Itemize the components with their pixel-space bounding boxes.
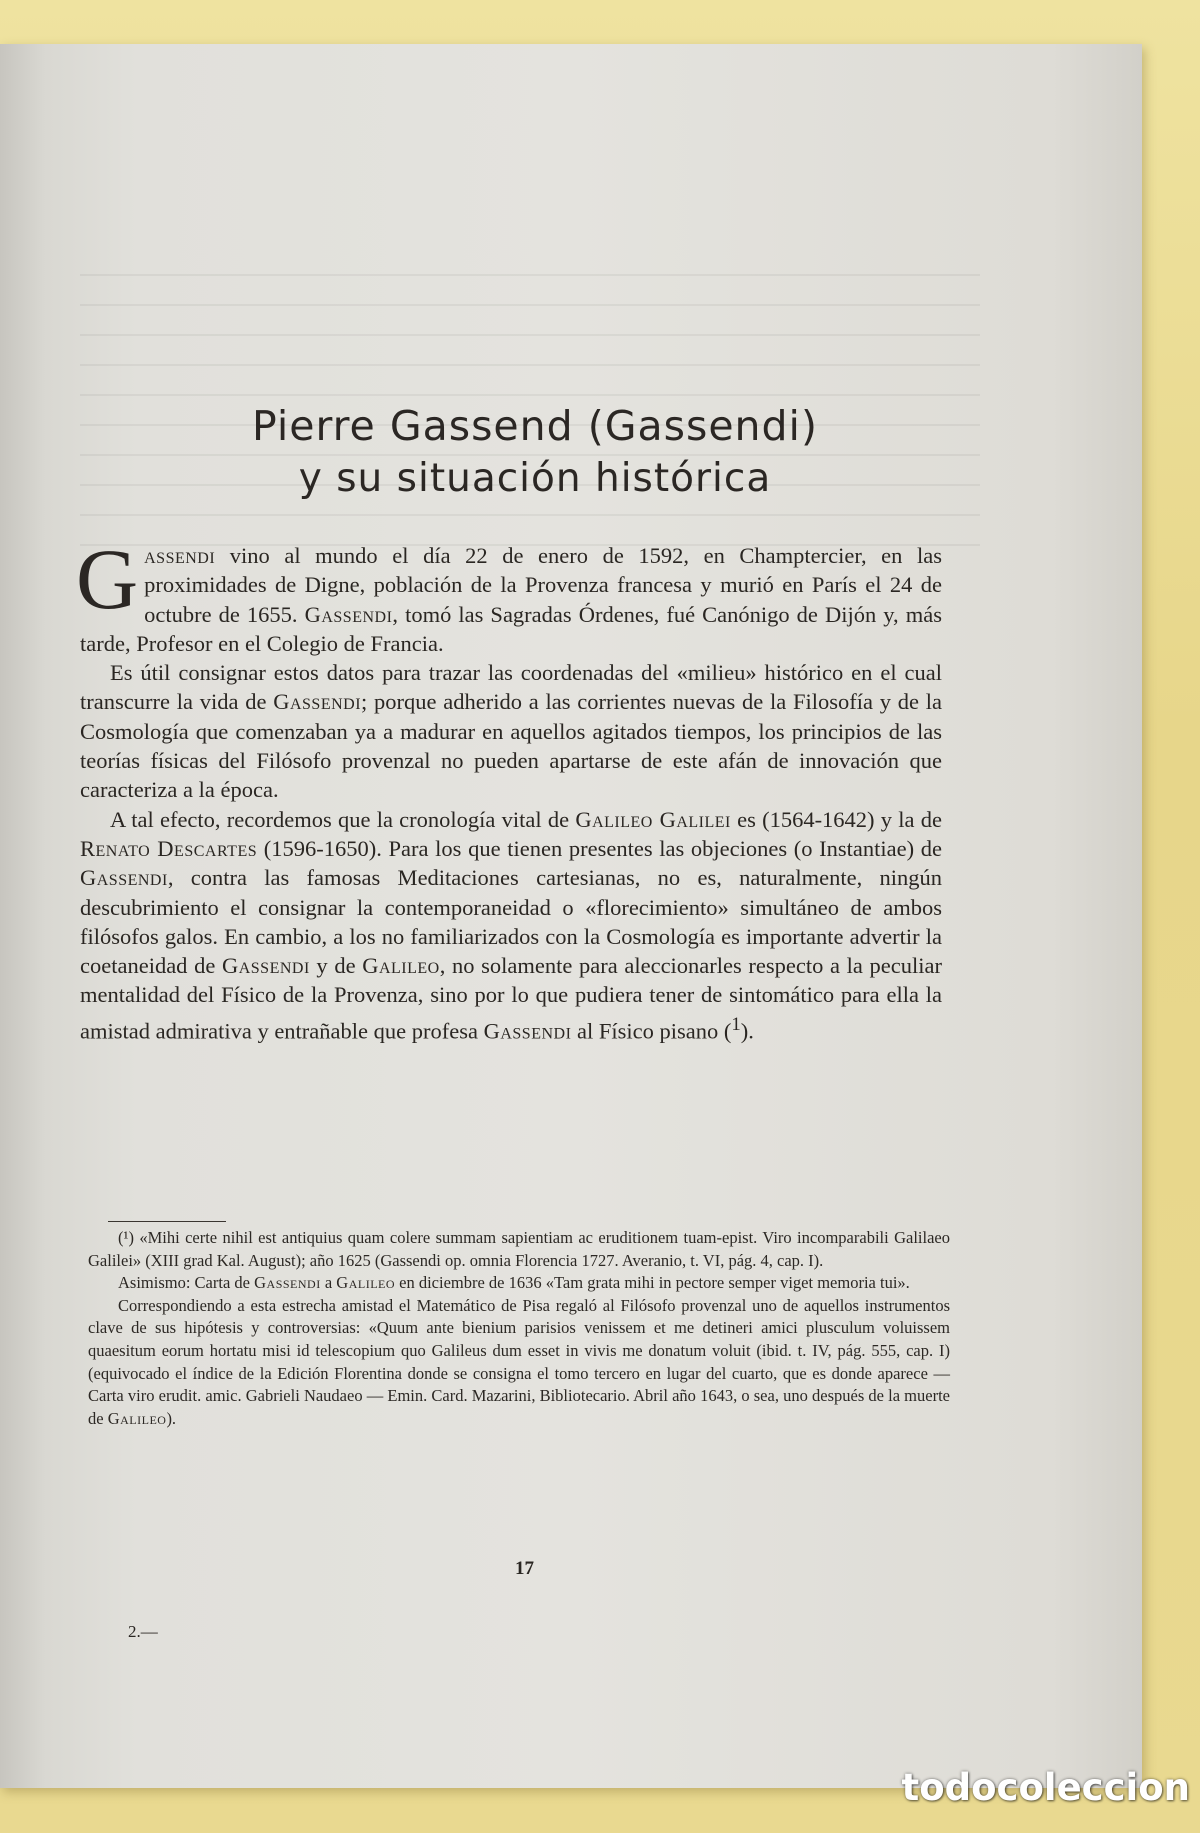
body-text <box>76 531 942 1046</box>
signature-mark: 2.— <box>128 1622 158 1641</box>
footnotes <box>88 1227 950 1430</box>
footnote-3: Correspondiendo a esta estrecha amistad el Matemático de Pisa regaló al Filósofo provenzal uno de aquellos instrumentos clave de sus hipótesis y controversias: «Quum ante bienium parisios venissem et me detineri amici plusculum voluissem quaesitum eorum hortatu misi id telescopium quo Galileus dum esset in vivis me donatum voluit (ibid. t. IV, pág. 555, cap. I) (equivocado el índice de la Edición Florentina donde se consigna el tomo tercero en lugar del cuarto, que es donde aparece — Carta viro erudit. amic. Gabrieli Naudaeo — Emin. Card. Mazarini, Bibliotecario. Abril año 1643, o sea, uno después de la muerte de Galileo). <box>88 1295 950 1428</box>
footnote-marker: (¹) <box>118 1228 134 1247</box>
footnote-2: Asimismo: Carta de Gassendi a Galileo en diciembre de 1636 «Tam grata mihi in pectore semper viget memoria tui». <box>118 1273 910 1293</box>
book-page <box>0 44 1142 1788</box>
watermark-logo: todocoleccion <box>901 1766 1190 1809</box>
footnote-rule <box>108 1221 226 1222</box>
paragraph-1: Gassendi vino al mundo el día 22 de enero de 1592, en Champtercier, en las proximidades de Digne, población de la Provenza francesa y murió en París el 24 de octubre de 1655. Gassendi, tomó las Sagradas Órdenes, fué Canónigo de Dijón y, más tarde, Profesor en el Colegio de Francia. <box>76 531 942 656</box>
paragraph-3: A tal efecto, recordemos que la cronología vital de Galileo Galilei es (1564-1642) y la de Renato Descartes (1596-1650). Para los que tienen presentes las objeciones (o Instantiae) de Gassendi, contra las famosas Meditaciones cartesianas, no es, naturalmente, ningún descubrimiento el consignar la contemporaneidad o «florecimiento» simultáneo de ambos filósofos galos. En cambio, a los no familiarizados con la Cosmología es importante advertir la coetaneidad de Gassendi y de Galileo, no solamente para aleccionarles respecto a la peculiar mentalidad del Físico de la Provenza, sino por lo que pudiera tener de sintomático para ella la amistad admirativa y entrañable que profesa Gassendi al Físico pisano ($^1$). <box>80 806 942 1044</box>
chapter-title-line-1: Pierre Gassend (Gassendi) <box>252 402 818 450</box>
paragraph-2: Es útil consignar estos datos para trazar las coordenadas del «milieu» histórico en el cual transcurre la vida de Gassendi; porque adherido a las corrientes nuevas de la Filosofía y de la Cosmología que comenzaban ya a madurar en aquellos agitados tiempos, los principios de las teorías físicas del Filósofo provenzal no pueden apartarse de este afán de innovación que caracteriza a la época. <box>80 660 942 803</box>
footnote-1: (¹) «Mihi certe nihil est antiquius quam colere summam sapientiam ac eruditionem tuam-epist. Viro incomparabili Galilaeo Galilei» (XIII grad Kal. August); año 1625 (Gassendi op. omnia Florencia 1727. Averanio, t. VI, pág. 4, cap. I). <box>88 1228 950 1270</box>
drop-cap: G <box>76 531 139 627</box>
chapter-title-line-2: y su situación histórica <box>298 456 772 501</box>
footnote-ref: 1 <box>731 1013 741 1035</box>
page-number: 17 <box>515 1558 534 1579</box>
